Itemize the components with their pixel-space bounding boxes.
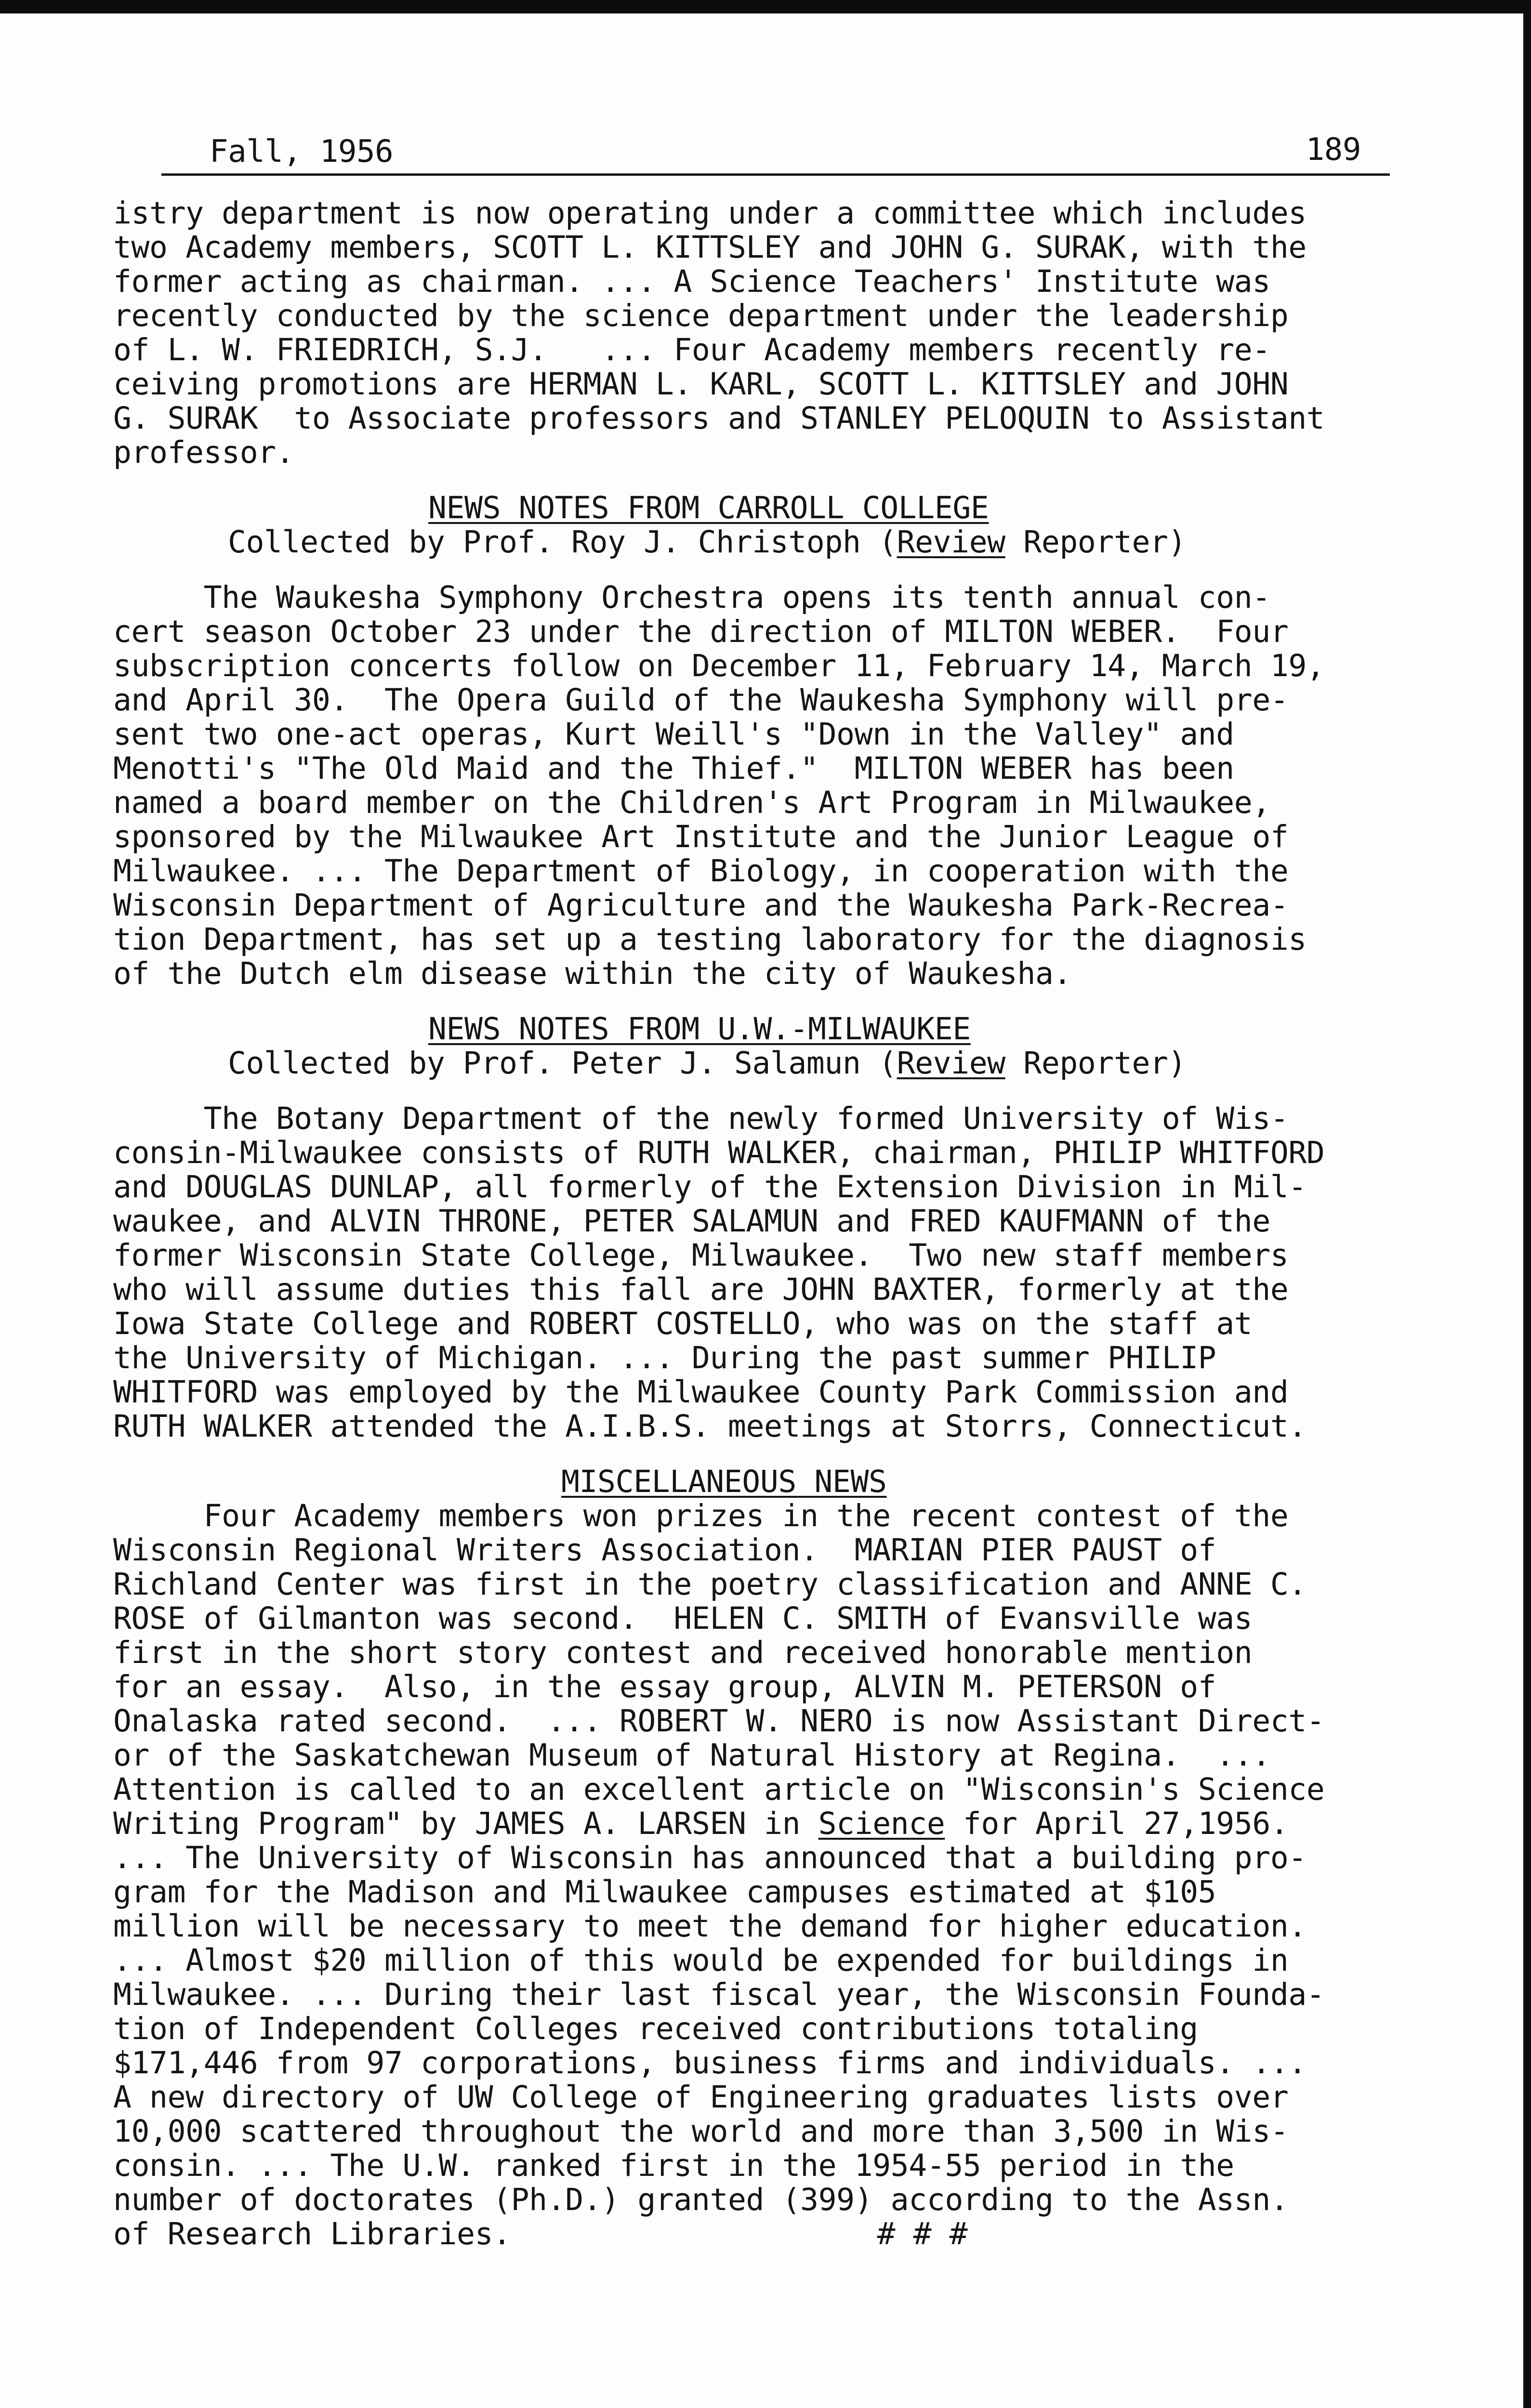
text-line: The Waukesha Symphony Orchestra opens its tenth annual con- [113, 580, 1270, 615]
page-number: 189 [1306, 132, 1361, 168]
text-line: consin. ... The U.W. ranked first in the 1954-55 period in the [113, 2148, 1234, 2183]
intro-paragraph [113, 196, 1450, 470]
section-miscellaneous [113, 1465, 1450, 2251]
text-line: Wisconsin Department of Agriculture and the Waukesha Park-Recrea- [113, 888, 1289, 923]
running-header [161, 130, 1390, 176]
text-line: ceiving promotions are HERMAN L. KARL, SCOTT L. KITTSLEY and JOHN [113, 366, 1289, 402]
text-line: Milwaukee. ... The Department of Biology, in cooperation with the [113, 853, 1289, 889]
text-line: ... Almost $20 million of this would be expended for buildings in [113, 1943, 1289, 1978]
text-line: who will assume duties this fall are JOHN BAXTER, formerly at the [113, 1272, 1289, 1307]
section-heading-misc: MISCELLANEOUS NEWS [561, 1464, 887, 1499]
journal-title: Science [818, 1806, 945, 1841]
text-line: number of doctorates (Ph.D.) granted (399) according to the Assn. [113, 2182, 1289, 2217]
text-line: Attention is called to an excellent article on "Wisconsin's Science [113, 1772, 1325, 1807]
text-line: named a board member on the Children's Art Program in Milwaukee, [113, 785, 1270, 820]
text-line: Richland Center was first in the poetry classification and ANNE C. [113, 1567, 1307, 1602]
header-season: Fall, 1956 [210, 134, 394, 170]
text-line: Iowa State College and ROBERT COSTELLO, who was on the staff at [113, 1306, 1253, 1341]
text-line: professor. [113, 435, 294, 470]
text-line: former Wisconsin State College, Milwaukee. Two new staff members [113, 1238, 1289, 1273]
text-line: former acting as chairman. ... A Science Teachers' Institute was [113, 264, 1270, 299]
section-heading-uwm: NEWS NOTES FROM U.W.-MILWAUKEE [428, 1011, 971, 1047]
text-line: two Academy members, SCOTT L. KITTSLEY and JOHN G. SURAK, with the [113, 230, 1307, 265]
section-carroll-college [113, 491, 1450, 991]
text-line: tion Department, has set up a testing laboratory for the diagnosis [113, 922, 1307, 957]
text-line: Menotti's "The Old Maid and the Thief." MILTON WEBER has been [113, 751, 1234, 786]
text-line-last: of Research Libraries. # # # [113, 2216, 968, 2251]
text-line: and April 30. The Opera Guild of the Waukesha Symphony will pre- [113, 682, 1289, 718]
text-line: Four Academy members won prizes in the recent contest of the [113, 1498, 1289, 1533]
text-line: $171,446 from 97 corporations, business firms and individuals. ... [113, 2045, 1307, 2081]
text-line: sent two one-act operas, Kurt Weill's "Down in the Valley" and [113, 717, 1234, 752]
spacer [113, 1443, 1450, 1465]
text-line: Milwaukee. ... During their last fiscal year, the Wisconsin Founda- [113, 1977, 1325, 2012]
scan-border-right [1523, 0, 1531, 2408]
text-line: WHITFORD was employed by the Milwaukee County Park Commission and [113, 1374, 1289, 1410]
text-line: and DOUGLAS DUNLAP, all formerly of the Extension Division in Mil- [113, 1169, 1307, 1204]
section-uw-milwaukee [113, 1012, 1450, 1443]
section-heading-carroll: NEWS NOTES FROM CARROLL COLLEGE [428, 490, 989, 525]
spacer [113, 559, 1450, 580]
text-line: of L. W. FRIEDRICH, S.J. ... Four Academy members recently re- [113, 332, 1270, 367]
text-line: waukee, and ALVIN THRONE, PETER SALAMUN and FRED KAUFMANN of the [113, 1204, 1270, 1239]
text-line: ... The University of Wisconsin has announced that a building pro- [113, 1840, 1307, 1875]
text-line: gram for the Madison and Milwaukee campuses estimated at $105 [113, 1874, 1216, 1910]
text-line: A new directory of UW College of Engineering graduates lists over [113, 2080, 1289, 2115]
page-content [113, 130, 1450, 2251]
text-line: sponsored by the Milwaukee Art Institute and the Junior League of [113, 819, 1289, 854]
text-line: Wisconsin Regional Writers Association. MARIAN PIER PAUST of [113, 1532, 1216, 1568]
text-line: cert season October 23 under the direction of MILTON WEBER. Four [113, 614, 1289, 649]
text-line: RUTH WALKER attended the A.I.B.S. meetings at Storrs, Connecticut. [113, 1409, 1307, 1444]
text-line: first in the short story contest and received honorable mention [113, 1635, 1253, 1670]
scan-border-top [0, 0, 1531, 13]
text-line: 10,000 scattered throughout the world and more than 3,500 in Wis- [113, 2114, 1289, 2149]
text-line: ROSE of Gilmanton was second. HELEN C. SMITH of Evansville was [113, 1601, 1253, 1636]
text-line: of the Dutch elm disease within the city of Waukesha. [113, 956, 1072, 991]
text-line-science: Writing Program" by JAMES A. LARSEN in Science for April 27,1956. [113, 1806, 1289, 1841]
text-line: or of the Saskatchewan Museum of Natural History at Regina. ... [113, 1738, 1270, 1773]
text-line: tion of Independent Colleges received contributions totaling [113, 2011, 1198, 2046]
end-mark: # # # [877, 2216, 968, 2251]
text-line: Onalaska rated second. ... ROBERT W. NERO is now Assistant Direct- [113, 1703, 1325, 1739]
spacer [113, 1080, 1450, 1101]
text-line: for an essay. Also, in the essay group, ALVIN M. PETERSON of [113, 1669, 1216, 1704]
text-line: The Botany Department of the newly formed University of Wis- [113, 1101, 1289, 1136]
text-line: consin-Milwaukee consists of RUTH WALKER, chairman, PHILIP WHITFORD [113, 1135, 1325, 1170]
section-byline-carroll: Collected by Prof. Roy J. Christoph (Review Reporter) [228, 524, 1187, 560]
text-line: the University of Michigan. ... During the past summer PHILIP [113, 1340, 1216, 1375]
text-line: recently conducted by the science department under the leadership [113, 298, 1289, 333]
spacer [113, 991, 1450, 1012]
text-line: million will be necessary to meet the demand for higher education. [113, 1909, 1307, 1944]
text-line: subscription concerts follow on December 11, February 14, March 19, [113, 648, 1325, 683]
spacer [113, 470, 1450, 491]
text-line: istry department is now operating under a committee which includes [113, 196, 1307, 231]
section-byline-uwm: Collected by Prof. Peter J. Salamun (Review Reporter) [228, 1046, 1187, 1081]
text-line: G. SURAK to Associate professors and STANLEY PELOQUIN to Assistant [113, 401, 1325, 436]
